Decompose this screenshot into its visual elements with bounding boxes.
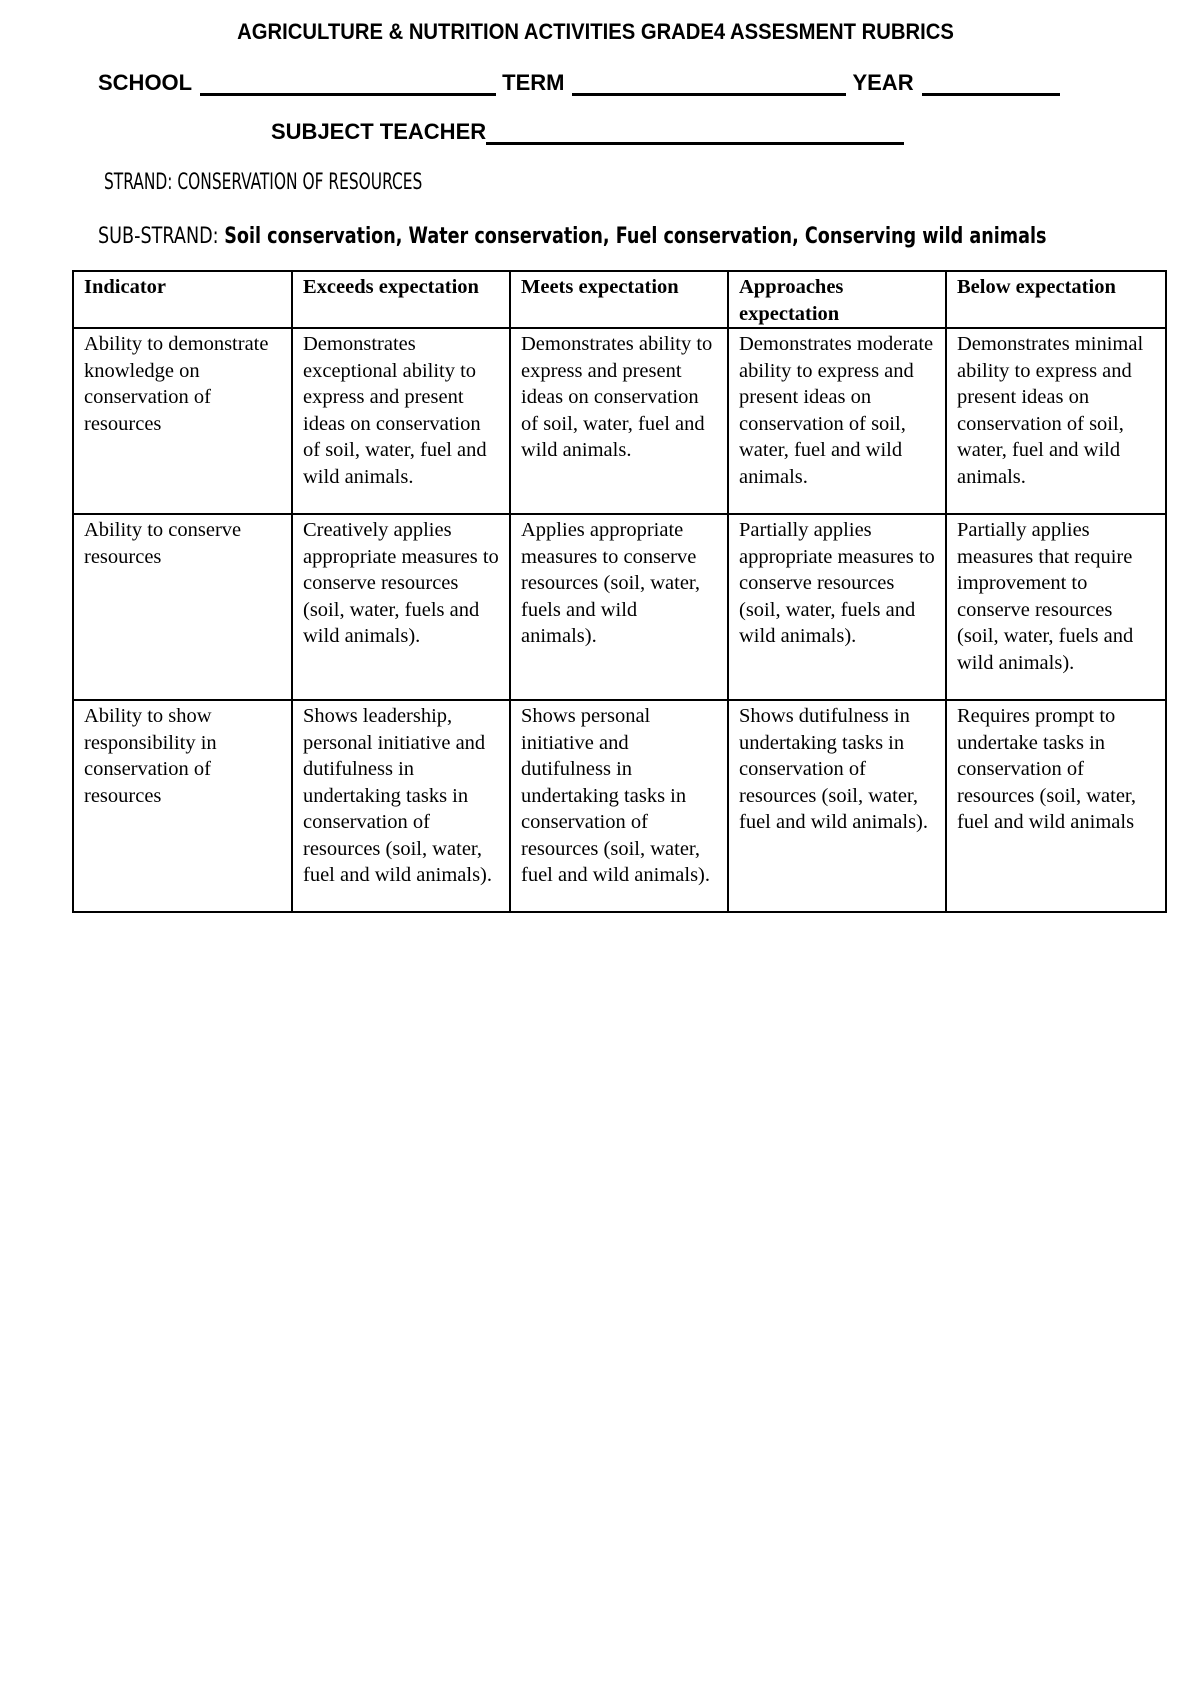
term-label: TERM — [502, 70, 565, 95]
teacher-row — [271, 119, 910, 145]
approaches-cell: Shows dutifulness in undertaking tasks in conservation of resources (soil, water, fuel and wild animals). — [728, 700, 946, 912]
below-cell: Requires prompt to undertake tasks in conservation of resources (soil, water, fuel and wild animals — [946, 700, 1166, 912]
meets-cell: Shows personal initiative and dutifulness in undertaking tasks in conservation of resources (soil, water, fuel and wild animals). — [510, 700, 728, 912]
exceeds-cell: Demonstrates exceptional ability to express and present ideas on conservation of soil, water, fuel and wild animals. — [292, 328, 510, 514]
header-indicator: Indicator — [73, 271, 292, 328]
below-cell: Partially applies measures that require improvement to conserve resources (soil, water, fuels and wild animals). — [946, 514, 1166, 700]
header-meets: Meets expectation — [510, 271, 728, 328]
below-cell: Demonstrates minimal ability to express and present ideas on conservation of soil, water, fuel and wild animals. — [946, 328, 1166, 514]
approaches-cell: Partially applies appropriate measures to conserve resources (soil, water, fuels and wild animals). — [728, 514, 946, 700]
indicator-cell: Ability to demonstrate knowledge on conservation of resources — [73, 328, 292, 514]
school-term-year-row — [98, 70, 1066, 96]
header-exceeds: Exceeds expectation — [292, 271, 510, 328]
exceeds-cell: Shows leadership, personal initiative and dutifulness in undertaking tasks in conservation of resources (soil, water, fuel and wild animals). — [292, 700, 510, 912]
table-row — [73, 328, 1166, 514]
strand-heading: STRAND: CONSERVATION OF RESOURCES — [104, 170, 423, 195]
rubric-table — [72, 270, 1167, 913]
substrand-label: SUB-STRAND: — [98, 224, 225, 249]
subject-teacher-label: SUBJECT TEACHER — [271, 119, 487, 144]
substrand-value: Soil conservation, Water conservation, Fuel conservation, Conserving wild animals — [224, 224, 1047, 249]
substrand-heading — [98, 224, 1046, 249]
meets-cell: Demonstrates ability to express and present ideas on conservation of soil, water, fuel and wild animals. — [510, 328, 728, 514]
header-approaches: Approaches expectation — [728, 271, 946, 328]
table-row — [73, 700, 1166, 912]
year-field[interactable] — [922, 71, 1060, 96]
year-label: YEAR — [852, 70, 914, 95]
school-label: SCHOOL — [98, 70, 193, 95]
table-header-row — [73, 271, 1166, 328]
document-title: AGRICULTURE & NUTRITION ACTIVITIES GRADE4 ASSESMENT RUBRICS — [237, 19, 954, 44]
header-below: Below expectation — [946, 271, 1166, 328]
subject-teacher-field[interactable] — [486, 120, 904, 145]
table-row — [73, 514, 1166, 700]
meets-cell: Applies appropriate measures to conserve resources (soil, water, fuels and wild animals). — [510, 514, 728, 700]
term-field[interactable] — [572, 71, 846, 96]
indicator-cell: Ability to show responsibility in conservation of resources — [73, 700, 292, 912]
approaches-cell: Demonstrates moderate ability to express and present ideas on conservation of soil, water, fuel and wild animals. — [728, 328, 946, 514]
school-field[interactable] — [200, 71, 496, 96]
indicator-cell: Ability to conserve resources — [73, 514, 292, 700]
exceeds-cell: Creatively applies appropriate measures to conserve resources (soil, water, fuels and wild animals). — [292, 514, 510, 700]
